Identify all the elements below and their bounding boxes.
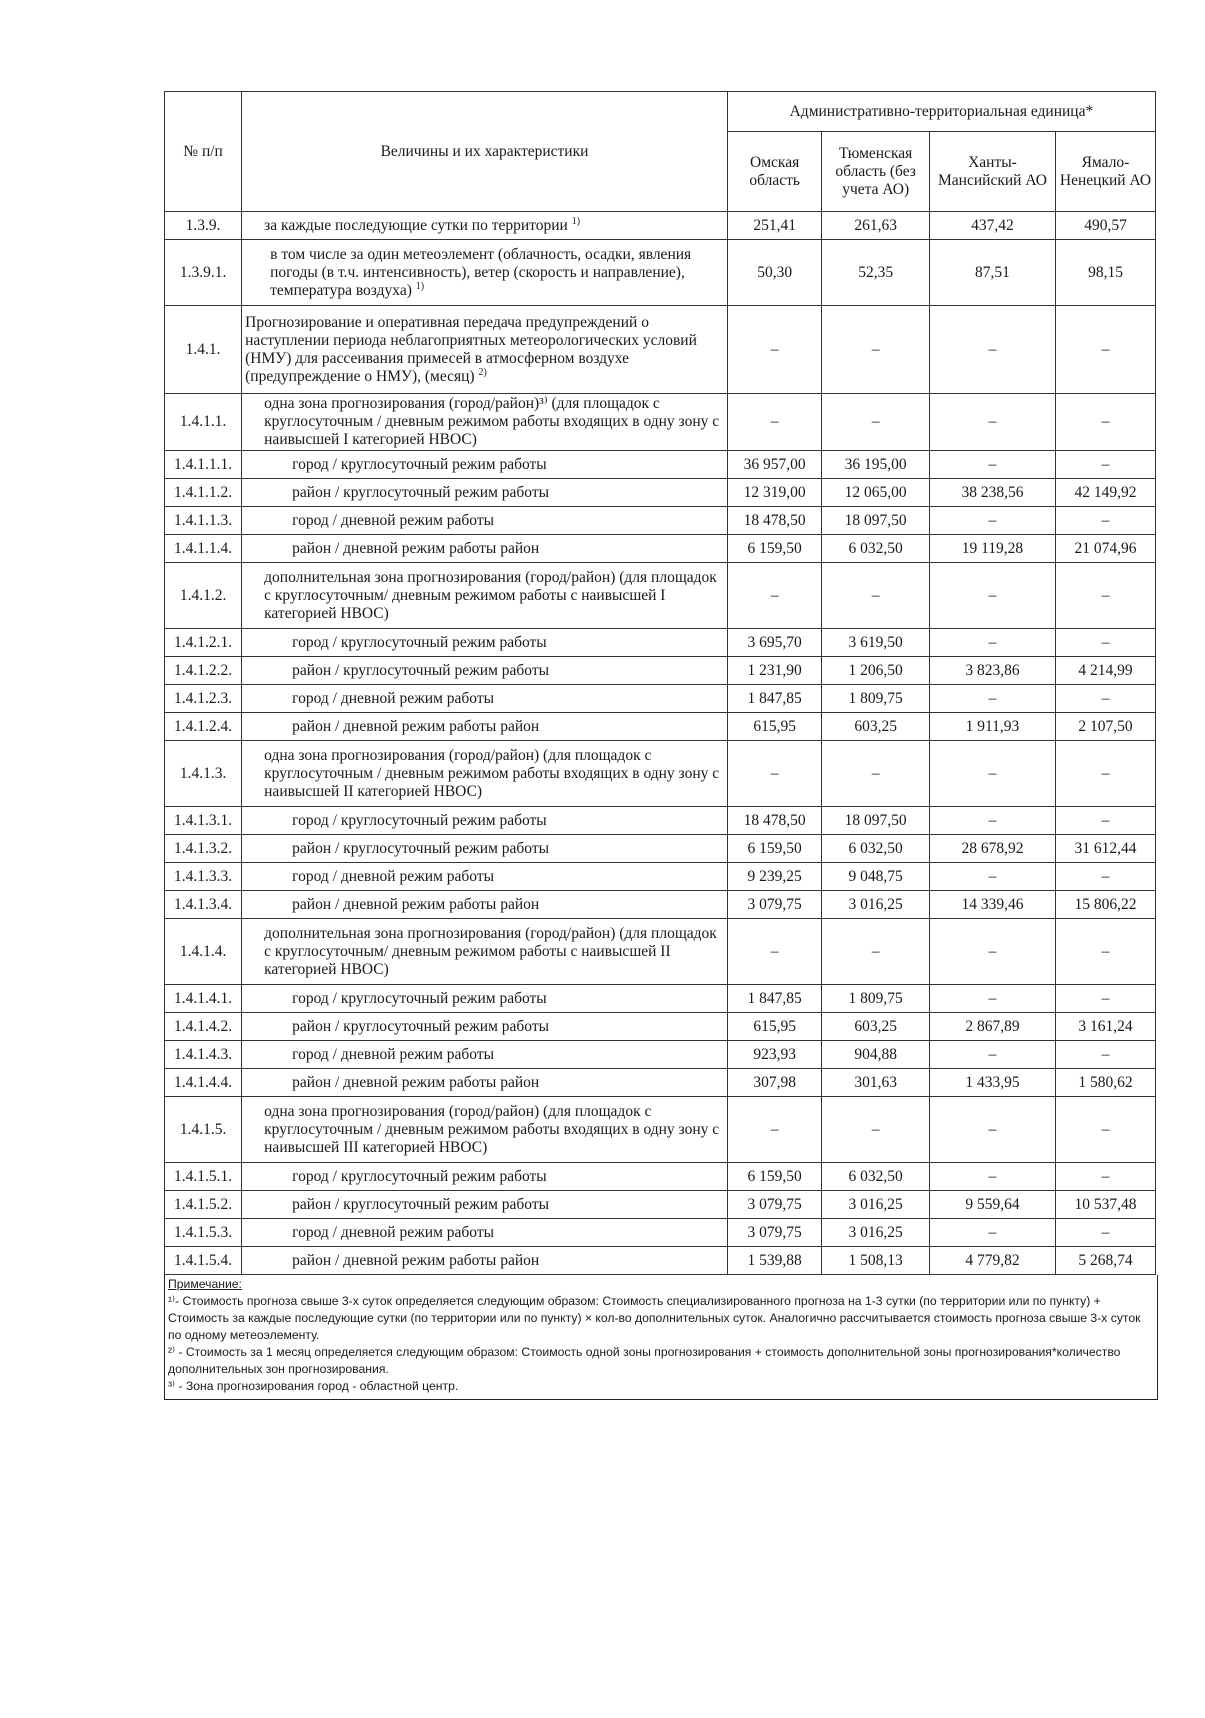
value-omsk: 1 847,85 [727, 985, 822, 1013]
row-description [242, 1097, 728, 1163]
value-tyumen: 904,88 [822, 1041, 930, 1069]
value-yanao: – [1056, 1163, 1156, 1191]
footnotes [164, 1275, 1158, 1400]
row-number: 1.4.1.4.4. [165, 1069, 242, 1097]
row-number: 1.4.1.5.2. [165, 1191, 242, 1219]
table-row [165, 394, 1156, 451]
value-tyumen: – [822, 741, 930, 807]
row-number: 1.4.1.5. [165, 1097, 242, 1163]
row-number: 1.4.1.3.3. [165, 863, 242, 891]
value-yanao: 98,15 [1056, 240, 1156, 306]
value-omsk: 615,95 [727, 1013, 822, 1041]
row-description [242, 807, 728, 835]
footnote-ref: 1) [415, 280, 425, 292]
value-khmao: – [929, 863, 1055, 891]
row-number: 1.4.1.4. [165, 919, 242, 985]
row-number: 1.4.1. [165, 306, 242, 394]
value-khmao: 19 119,28 [929, 535, 1055, 563]
row-description-text: в том числе за один метеоэлемент (облачность, осадки, явления погоды (в т.ч. интенсивность), ветер (скорость и направление), температура воздуха) [270, 245, 692, 299]
table-row [165, 891, 1156, 919]
value-khmao: – [929, 629, 1055, 657]
value-tyumen: 603,25 [822, 713, 930, 741]
row-number: 1.4.1.5.3. [165, 1219, 242, 1247]
row-description [242, 1013, 728, 1041]
row-description-text: город / круглосуточный режим работы [292, 1167, 547, 1185]
row-description-text: дополнительная зона прогнозирования (город/район) (для площадок с круглосуточным/ дневным режимом работы с наивысшей II категорией НВОС) [264, 924, 717, 978]
value-tyumen: – [822, 919, 930, 985]
table-row [165, 212, 1156, 240]
row-description-text: город / дневной режим работы [292, 1223, 495, 1241]
value-tyumen: 1 206,50 [822, 657, 930, 685]
value-khmao: – [929, 807, 1055, 835]
row-description-text: район / дневной режим работы район [292, 895, 540, 913]
row-description-text: район / дневной режим работы район [292, 1073, 540, 1091]
row-description-text: район / дневной режим работы район [292, 1251, 540, 1269]
value-yanao: – [1056, 807, 1156, 835]
value-khmao: 2 867,89 [929, 1013, 1055, 1041]
row-description [242, 713, 728, 741]
value-omsk: 3 695,70 [727, 629, 822, 657]
row-description [242, 1163, 728, 1191]
header-region-tyumen: Тюменская область (без учета АО) [822, 132, 930, 212]
value-tyumen: 3 016,25 [822, 1191, 930, 1219]
row-description [242, 507, 728, 535]
value-tyumen: 18 097,50 [822, 507, 930, 535]
value-yanao: 4 214,99 [1056, 657, 1156, 685]
value-tyumen: 6 032,50 [822, 1163, 930, 1191]
value-khmao: – [929, 985, 1055, 1013]
table-row [165, 863, 1156, 891]
table-row [165, 306, 1156, 394]
row-description [242, 629, 728, 657]
value-omsk: – [727, 919, 822, 985]
value-yanao: 10 537,48 [1056, 1191, 1156, 1219]
row-description [242, 1041, 728, 1069]
table-row [165, 1069, 1156, 1097]
row-description-text: район / круглосуточный режим работы [292, 839, 550, 857]
value-omsk: 3 079,75 [727, 891, 822, 919]
row-number: 1.4.1.5.1. [165, 1163, 242, 1191]
value-tyumen: 1 508,13 [822, 1247, 930, 1275]
row-description-text: район / круглосуточный режим работы [292, 661, 550, 679]
value-yanao: – [1056, 741, 1156, 807]
value-khmao: – [929, 685, 1055, 713]
value-khmao: 28 678,92 [929, 835, 1055, 863]
value-omsk: – [727, 306, 822, 394]
value-omsk: 50,30 [727, 240, 822, 306]
row-number: 1.4.1.3.1. [165, 807, 242, 835]
row-description-text: город / круглосуточный режим работы [292, 989, 547, 1007]
value-tyumen: 52,35 [822, 240, 930, 306]
row-number: 1.4.1.2.4. [165, 713, 242, 741]
value-khmao: 1 911,93 [929, 713, 1055, 741]
table-row [165, 1163, 1156, 1191]
value-tyumen: – [822, 563, 930, 629]
row-description [242, 212, 728, 240]
row-description [242, 863, 728, 891]
row-description [242, 1191, 728, 1219]
value-yanao: – [1056, 451, 1156, 479]
value-omsk: – [727, 1097, 822, 1163]
row-description [242, 741, 728, 807]
value-yanao: – [1056, 1041, 1156, 1069]
value-yanao: – [1056, 1219, 1156, 1247]
table-row [165, 563, 1156, 629]
row-number: 1.4.1.1.1. [165, 451, 242, 479]
footnote-ref: 2) [478, 366, 487, 378]
row-number: 1.4.1.5.4. [165, 1247, 242, 1275]
header-region-khmao: Ханты-Мансийский АО [929, 132, 1055, 212]
row-description-text: город / дневной режим работы [292, 689, 495, 707]
row-description-text: район / круглосуточный режим работы [292, 483, 550, 501]
value-omsk: 12 319,00 [727, 479, 822, 507]
value-tyumen: – [822, 394, 930, 451]
value-yanao: – [1056, 985, 1156, 1013]
value-yanao: – [1056, 507, 1156, 535]
row-description [242, 240, 728, 306]
value-khmao: – [929, 451, 1055, 479]
value-yanao: – [1056, 685, 1156, 713]
row-description [242, 1219, 728, 1247]
row-description-text: одна зона прогнозирования (город/район)³⁾ (для площадок с круглосуточным / дневным режимом работы входящих в одну зону с наивысшей I категорией НВОС) [264, 395, 720, 448]
table-row [165, 919, 1156, 985]
row-description-text: район / круглосуточный режим работы [292, 1017, 550, 1035]
header-region-yanao: Ямало-Ненецкий АО [1056, 132, 1156, 212]
table-row [165, 535, 1156, 563]
value-omsk: 615,95 [727, 713, 822, 741]
value-khmao: 437,42 [929, 212, 1055, 240]
header-region-omsk: Омская область [727, 132, 822, 212]
value-yanao: 3 161,24 [1056, 1013, 1156, 1041]
table-row [165, 240, 1156, 306]
footnote-1: ¹⁾- Стоимость прогноза свыше 3-х суток определяется следующим образом: Стоимость специализированного прогноза на 1-3 сутки (по территории или по пункту) + Стоимость за каждые последующие сутки (по территории или по пункту) × кол-во дополнительных суток. Аналогично рассчитывается стоимость прогноза свыше 3-х суток по одному метеоэлементу. [168, 1294, 1141, 1342]
table-row [165, 451, 1156, 479]
row-description [242, 306, 728, 394]
value-tyumen: 6 032,50 [822, 835, 930, 863]
header-group: Административно-территориальная единица* [727, 92, 1155, 132]
value-khmao: – [929, 741, 1055, 807]
row-description [242, 985, 728, 1013]
row-description [242, 1247, 728, 1275]
value-yanao: – [1056, 863, 1156, 891]
value-tyumen: 3 016,25 [822, 891, 930, 919]
value-omsk: 3 079,75 [727, 1219, 822, 1247]
value-tyumen: – [822, 1097, 930, 1163]
value-yanao: 21 074,96 [1056, 535, 1156, 563]
value-khmao: 9 559,64 [929, 1191, 1055, 1219]
value-omsk: 251,41 [727, 212, 822, 240]
value-yanao: 5 268,74 [1056, 1247, 1156, 1275]
value-khmao: – [929, 306, 1055, 394]
row-description-text: город / круглосуточный режим работы [292, 633, 547, 651]
value-omsk: 36 957,00 [727, 451, 822, 479]
value-tyumen: 9 048,75 [822, 863, 930, 891]
row-number: 1.4.1.2. [165, 563, 242, 629]
value-yanao: – [1056, 306, 1156, 394]
value-omsk: – [727, 741, 822, 807]
value-khmao: – [929, 1041, 1055, 1069]
row-description [242, 919, 728, 985]
value-yanao: – [1056, 394, 1156, 451]
document-page [164, 91, 1156, 1400]
row-description [242, 891, 728, 919]
table-row [165, 479, 1156, 507]
value-omsk: 6 159,50 [727, 535, 822, 563]
value-tyumen: 36 195,00 [822, 451, 930, 479]
row-description [242, 535, 728, 563]
value-omsk: 6 159,50 [727, 1163, 822, 1191]
row-description-text: район / дневной режим работы район [292, 717, 540, 735]
row-description-text: за каждые последующие сутки по территории [264, 216, 568, 234]
value-omsk: 1 847,85 [727, 685, 822, 713]
row-number: 1.3.9. [165, 212, 242, 240]
table-body [165, 212, 1156, 1275]
row-description-text: одна зона прогнозирования (город/район) (для площадок с круглосуточным / дневным режимом работы входящих в одну зону с наивысшей III категорией НВОС) [264, 1102, 720, 1156]
row-description-text: район / круглосуточный режим работы [292, 1195, 550, 1213]
row-description-text: город / круглосуточный режим работы [292, 811, 547, 829]
value-omsk: 18 478,50 [727, 507, 822, 535]
footnotes-title: Примечание: [168, 1277, 242, 1291]
row-number: 1.4.1.2.2. [165, 657, 242, 685]
header-characteristics: Величины и их характеристики [242, 92, 728, 212]
value-omsk: 9 239,25 [727, 863, 822, 891]
value-omsk: – [727, 563, 822, 629]
row-number: 1.4.1.1.2. [165, 479, 242, 507]
table-row [165, 741, 1156, 807]
row-description [242, 685, 728, 713]
value-khmao: – [929, 394, 1055, 451]
table-row [165, 985, 1156, 1013]
value-khmao: – [929, 1163, 1055, 1191]
row-number: 1.4.1.1.4. [165, 535, 242, 563]
row-description-text: район / дневной режим работы район [292, 539, 540, 557]
table-row [165, 1041, 1156, 1069]
footnote-2: ²⁾ - Стоимость за 1 месяц определяется следующим образом: Стоимость одной зоны прогнозирования + стоимость дополнительной зоны прогнозирования*количество дополнительных зон прогнозирования. [168, 1345, 1121, 1376]
row-number: 1.4.1.2.1. [165, 629, 242, 657]
row-description-text: Прогнозирование и оперативная передача предупреждений о наступлении периода неблагоприятных метеорологических условий (НМУ) для рассеивания примесей в атмосферном воздухе (предупреждение о НМУ), (месяц) [245, 313, 697, 385]
table-row [165, 807, 1156, 835]
table-row [165, 713, 1156, 741]
row-description [242, 1069, 728, 1097]
row-description [242, 563, 728, 629]
value-khmao: – [929, 1219, 1055, 1247]
tariff-table [164, 91, 1156, 1275]
row-number: 1.4.1.1. [165, 394, 242, 451]
value-yanao: 2 107,50 [1056, 713, 1156, 741]
row-number: 1.4.1.1.3. [165, 507, 242, 535]
row-description-text: одна зона прогнозирования (город/район) (для площадок с круглосуточным / дневным режимом работы входящих в одну зону с наивысшей II категорией НВОС) [264, 746, 720, 800]
value-omsk: 3 079,75 [727, 1191, 822, 1219]
row-description [242, 394, 728, 451]
value-omsk: 6 159,50 [727, 835, 822, 863]
value-tyumen: 1 809,75 [822, 685, 930, 713]
value-khmao: 4 779,82 [929, 1247, 1055, 1275]
value-omsk: 923,93 [727, 1041, 822, 1069]
table-row [165, 835, 1156, 863]
table-row [165, 1247, 1156, 1275]
value-omsk: 18 478,50 [727, 807, 822, 835]
row-number: 1.3.9.1. [165, 240, 242, 306]
row-number: 1.4.1.4.1. [165, 985, 242, 1013]
row-number: 1.4.1.4.3. [165, 1041, 242, 1069]
value-tyumen: 261,63 [822, 212, 930, 240]
value-yanao: 42 149,92 [1056, 479, 1156, 507]
value-tyumen: 301,63 [822, 1069, 930, 1097]
value-yanao: 15 806,22 [1056, 891, 1156, 919]
value-khmao: – [929, 919, 1055, 985]
row-number: 1.4.1.3. [165, 741, 242, 807]
table-row [165, 1191, 1156, 1219]
value-omsk: 1 539,88 [727, 1247, 822, 1275]
table-row [165, 507, 1156, 535]
table-row [165, 1219, 1156, 1247]
row-description-text: дополнительная зона прогнозирования (город/район) (для площадок с круглосуточным/ дневным режимом работы с наивысшей I категорией НВОС) [264, 568, 717, 622]
value-yanao: 1 580,62 [1056, 1069, 1156, 1097]
row-description [242, 657, 728, 685]
value-yanao: – [1056, 629, 1156, 657]
row-description-text: город / дневной режим работы [292, 1045, 495, 1063]
footnote-ref: 1) [571, 215, 581, 227]
value-omsk: 1 231,90 [727, 657, 822, 685]
table-row [165, 685, 1156, 713]
value-khmao: 87,51 [929, 240, 1055, 306]
value-yanao: 31 612,44 [1056, 835, 1156, 863]
value-tyumen: 3 016,25 [822, 1219, 930, 1247]
value-yanao: – [1056, 563, 1156, 629]
row-number: 1.4.1.2.3. [165, 685, 242, 713]
row-description-text: город / дневной режим работы [292, 511, 495, 529]
value-khmao: 38 238,56 [929, 479, 1055, 507]
row-description [242, 835, 728, 863]
table-row [165, 1097, 1156, 1163]
value-khmao: – [929, 507, 1055, 535]
value-tyumen: 1 809,75 [822, 985, 930, 1013]
value-omsk: – [727, 394, 822, 451]
value-tyumen: – [822, 306, 930, 394]
row-number: 1.4.1.3.4. [165, 891, 242, 919]
row-number: 1.4.1.3.2. [165, 835, 242, 863]
value-tyumen: 12 065,00 [822, 479, 930, 507]
value-khmao: 14 339,46 [929, 891, 1055, 919]
table-row [165, 1013, 1156, 1041]
row-description-text: город / дневной режим работы [292, 867, 495, 885]
value-yanao: – [1056, 919, 1156, 985]
row-description [242, 479, 728, 507]
value-tyumen: 603,25 [822, 1013, 930, 1041]
value-khmao: – [929, 1097, 1055, 1163]
row-description [242, 451, 728, 479]
row-number: 1.4.1.4.2. [165, 1013, 242, 1041]
value-khmao: – [929, 563, 1055, 629]
table-row [165, 657, 1156, 685]
value-tyumen: 18 097,50 [822, 807, 930, 835]
value-yanao: – [1056, 1097, 1156, 1163]
footnote-3: ³⁾ - Зона прогнозирования город - областной центр. [168, 1379, 459, 1393]
value-omsk: 307,98 [727, 1069, 822, 1097]
value-tyumen: 3 619,50 [822, 629, 930, 657]
value-yanao: 490,57 [1056, 212, 1156, 240]
value-khmao: 1 433,95 [929, 1069, 1055, 1097]
header-num: № п/п [165, 92, 242, 212]
value-tyumen: 6 032,50 [822, 535, 930, 563]
table-row [165, 629, 1156, 657]
row-description-text: город / круглосуточный режим работы [292, 455, 547, 473]
value-khmao: 3 823,86 [929, 657, 1055, 685]
